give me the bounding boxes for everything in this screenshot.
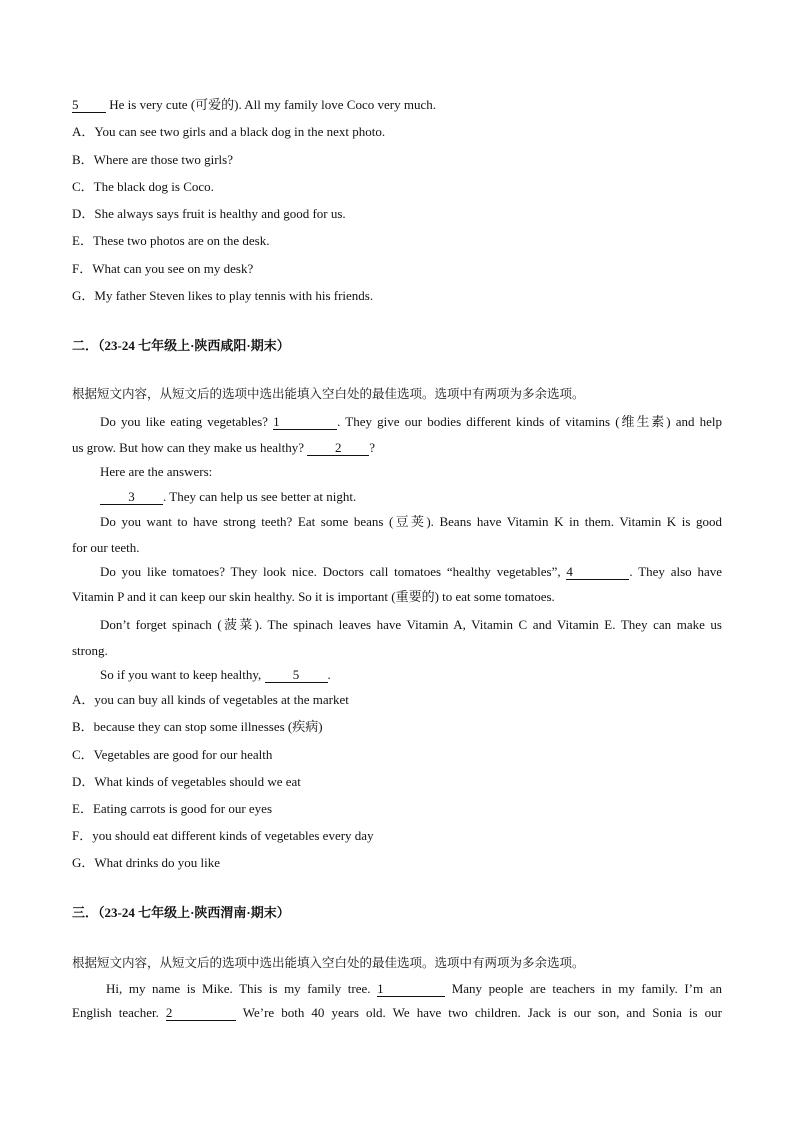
blank-5: 5 [265,668,328,683]
passage-2-line-1: Do you like eating vegetables? 1 . They give our bodies different kinds of vitamins (维生素) and help [100,414,723,429]
option-c: C．Vegetables are good for our health [72,747,273,762]
option-e: E．These two photos are on the desk. [72,233,270,248]
passage-2-line-5: Do you want to have strong teeth? Eat some beans (豆荚). Beans have Vitamin K in them. Vitamin K is good [100,514,722,529]
option-g: G．What drinks do you like [72,855,221,870]
passage-2-line-10: strong. [72,643,108,658]
passage-2-line-2: us grow. But how can they make us healthy? 2 ? [72,440,376,455]
blank-5: 5 [72,98,106,113]
passage-2-line-7: Do you like tomatoes? They look nice. Doctors call tomatoes “healthy vegetables”, 4 . They also have [100,564,722,579]
option-f: F．What can you see on my desk? [72,261,254,276]
blank-2: 2 [166,1006,236,1021]
question-5-text: He is very cute (可爱的). All my family love Coco very much. [106,97,436,112]
blank-4: 4 [566,565,629,580]
section-2-instruction: 根据短文内容，从短文后的选项中选出能填入空白处的最佳选项。选项中有两项为多余选项。 [72,386,585,401]
option-d: D．What kinds of vegetables should we eat [72,774,301,789]
option-f: F．you should eat different kinds of vegetables every day [72,828,374,843]
option-b: B．because they can stop some illnesses (疾病) [72,719,323,734]
question-5-line [72,96,436,114]
passage-2-line-8: Vitamin P and it can keep our skin healthy. So it is important (重要的) to eat some tomatoes. [72,589,555,604]
option-d: D．She always says fruit is healthy and good for us. [72,206,346,221]
option-a: A．You can see two girls and a black dog in the next photo. [72,124,386,139]
passage-2-line-9: Don’t forget spinach (菠菜). The spinach leaves have Vitamin A, Vitamin C and Vitamin E. They can make us [100,617,722,632]
passage-3-line-2: English teacher. 2 We’re both 40 years old. We have two children. Jack is our son, and Sonia is our [72,1005,722,1020]
passage-3-line-1: Hi, my name is Mike. This is my family tree. 1 Many people are teachers in my family. I’m an [106,981,722,996]
blank-2: 2 [307,441,369,456]
blank-3: 3 [100,490,163,505]
option-g: G．My father Steven likes to play tennis with his friends. [72,288,374,303]
section-3-heading: 三．（23-24 七年级上·陕西渭南·期末） [72,905,290,920]
passage-2-line-3: Here are the answers: [100,464,213,479]
passage-2-line-6: for our teeth. [72,540,140,555]
passage-2-line-11: So if you want to keep healthy, 5 . [100,667,331,682]
option-e: E．Eating carrots is good for our eyes [72,801,273,816]
section-3-instruction: 根据短文内容，从短文后的选项中选出能填入空白处的最佳选项。选项中有两项为多余选项。 [72,955,585,970]
option-a: A．you can buy all kinds of vegetables at the market [72,692,349,707]
passage-2-line-4: 3 . They can help us see better at night. [100,488,356,506]
option-b: B．Where are those two girls? [72,152,234,167]
option-c: C．The black dog is Coco. [72,179,214,194]
blank-1: 1 [273,415,337,430]
blank-1: 1 [377,982,445,997]
section-2-heading: 二．（23-24 七年级上·陕西咸阳·期末） [72,338,290,353]
